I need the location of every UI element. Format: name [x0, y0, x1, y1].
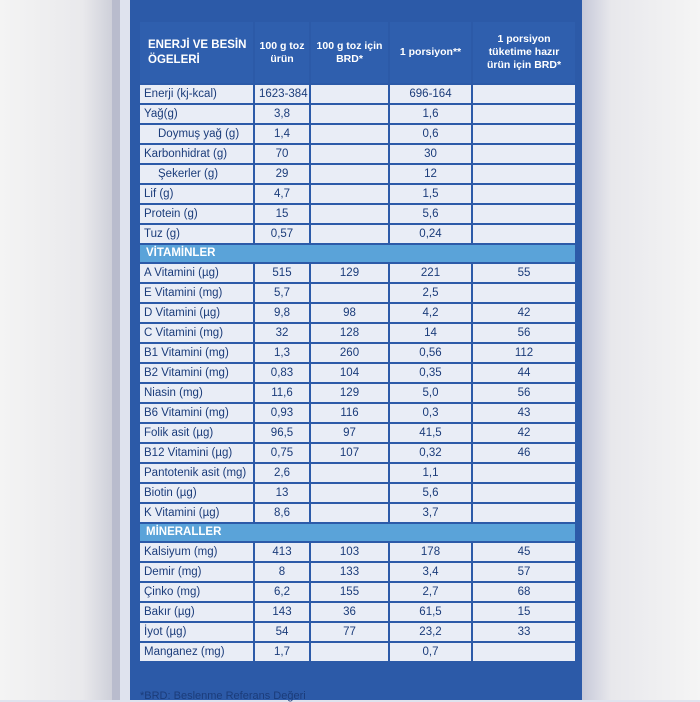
value-cell-brd100: [310, 204, 389, 224]
value-cell-portion: 2,5: [389, 283, 472, 303]
package-edge-right: [582, 0, 700, 700]
value-cell-v100: 8,6: [254, 503, 310, 523]
value-cell-portion: 41,5: [389, 423, 472, 443]
value-cell-v100: 54: [254, 622, 310, 642]
nutrition-table: [138, 20, 577, 663]
header-portion: 1 porsiyon**: [389, 21, 472, 84]
value-cell-brd100: [310, 84, 389, 104]
nutrient-label: Tuz (g): [139, 224, 254, 244]
value-cell-portion-brd: 112: [472, 343, 576, 363]
value-cell-portion-brd: 56: [472, 383, 576, 403]
table-row: [139, 84, 576, 104]
value-cell-v100: 5,7: [254, 283, 310, 303]
value-cell-portion-brd: [472, 144, 576, 164]
value-cell-portion-brd: 46: [472, 443, 576, 463]
value-cell-portion-brd: [472, 124, 576, 144]
value-cell-v100: 6,2: [254, 582, 310, 602]
nutrient-label: E Vitamini (mg): [139, 283, 254, 303]
value-cell-portion: 4,2: [389, 303, 472, 323]
table-row: [139, 104, 576, 124]
value-cell-portion: 0,56: [389, 343, 472, 363]
value-cell-portion: 2,7: [389, 582, 472, 602]
package-edge-stripe: [112, 0, 120, 700]
value-cell-portion-brd: 15: [472, 602, 576, 622]
table-row: [139, 144, 576, 164]
table-row: [139, 562, 576, 582]
value-cell-v100: 515: [254, 263, 310, 283]
value-cell-brd100: [310, 224, 389, 244]
value-cell-v100: 11,6: [254, 383, 310, 403]
header-nutrient: ENERJİ VE BESİN ÖGELERİ: [139, 21, 254, 84]
table-row: [139, 283, 576, 303]
nutrient-label: B1 Vitamini (mg): [139, 343, 254, 363]
nutrient-label: Şekerler (g): [139, 164, 254, 184]
nutrient-label: Folik asit (µg): [139, 423, 254, 443]
table-row: [139, 323, 576, 343]
value-cell-v100: 0,75: [254, 443, 310, 463]
nutrient-label: Demir (mg): [139, 562, 254, 582]
value-cell-portion-brd: [472, 224, 576, 244]
nutrient-label: Pantotenik asit (mg): [139, 463, 254, 483]
nutrient-label: İyot (µg): [139, 622, 254, 642]
nutrient-label: Protein (g): [139, 204, 254, 224]
value-cell-v100: 143: [254, 602, 310, 622]
table-header-row: [139, 21, 576, 84]
value-cell-portion-brd: 33: [472, 622, 576, 642]
value-cell-portion-brd: 57: [472, 562, 576, 582]
nutrient-label: Doymuş yağ (g): [139, 124, 254, 144]
nutrient-label: B6 Vitamini (mg): [139, 403, 254, 423]
nutrient-label: K Vitamini (µg): [139, 503, 254, 523]
value-cell-v100: 8: [254, 562, 310, 582]
value-cell-v100: 1623-384: [254, 84, 310, 104]
value-cell-portion: 30: [389, 144, 472, 164]
value-cell-brd100: 107: [310, 443, 389, 463]
value-cell-portion-brd: [472, 283, 576, 303]
table-row: [139, 423, 576, 443]
value-cell-portion: 1,1: [389, 463, 472, 483]
value-cell-brd100: 97: [310, 423, 389, 443]
table-row: [139, 582, 576, 602]
value-cell-brd100: 133: [310, 562, 389, 582]
value-cell-brd100: 98: [310, 303, 389, 323]
value-cell-brd100: [310, 642, 389, 662]
value-cell-v100: 2,6: [254, 463, 310, 483]
table-row: [139, 463, 576, 483]
table-row: [139, 204, 576, 224]
value-cell-brd100: 77: [310, 622, 389, 642]
nutrient-label: Manganez (mg): [139, 642, 254, 662]
value-cell-portion-brd: [472, 204, 576, 224]
value-cell-brd100: [310, 503, 389, 523]
value-cell-portion-brd: 42: [472, 423, 576, 443]
nutrient-label: Biotin (µg): [139, 483, 254, 503]
value-cell-portion-brd: 68: [472, 582, 576, 602]
value-cell-v100: 29: [254, 164, 310, 184]
value-cell-portion: 61,5: [389, 602, 472, 622]
value-cell-v100: 1,7: [254, 642, 310, 662]
value-cell-v100: 0,83: [254, 363, 310, 383]
value-cell-brd100: [310, 144, 389, 164]
value-cell-portion: 0,3: [389, 403, 472, 423]
table-row: [139, 642, 576, 662]
value-cell-brd100: [310, 124, 389, 144]
value-cell-portion-brd: 42: [472, 303, 576, 323]
nutrient-label: Çinko (mg): [139, 582, 254, 602]
nutrient-label: Yağ(g): [139, 104, 254, 124]
value-cell-portion: 5,6: [389, 483, 472, 503]
value-cell-v100: 4,7: [254, 184, 310, 204]
nutrient-label: Bakır (µg): [139, 602, 254, 622]
table-row: [139, 263, 576, 283]
value-cell-portion: 696-164: [389, 84, 472, 104]
table-row: [139, 443, 576, 463]
vitamins-section-title: VİTAMİNLER: [139, 244, 576, 263]
nutrient-label: B2 Vitamini (mg): [139, 363, 254, 383]
nutrient-label: C Vitamini (mg): [139, 323, 254, 343]
table-row: [139, 542, 576, 562]
value-cell-portion: 23,2: [389, 622, 472, 642]
value-cell-portion-brd: 56: [472, 323, 576, 343]
value-cell-portion: 178: [389, 542, 472, 562]
value-cell-v100: 9,8: [254, 303, 310, 323]
table-row: [139, 303, 576, 323]
nutrient-label: A Vitamini (µg): [139, 263, 254, 283]
table-row: [139, 124, 576, 144]
value-cell-brd100: [310, 483, 389, 503]
nutrient-label: Niasin (mg): [139, 383, 254, 403]
value-cell-portion: 3,7: [389, 503, 472, 523]
value-cell-portion: 14: [389, 323, 472, 343]
value-cell-v100: 15: [254, 204, 310, 224]
value-cell-portion-brd: 45: [472, 542, 576, 562]
header-brd-100g: 100 g toz için BRD*: [310, 21, 389, 84]
table-row: [139, 503, 576, 523]
value-cell-portion-brd: [472, 463, 576, 483]
value-cell-portion: 0,7: [389, 642, 472, 662]
header-per-100g: 100 g toz ürün: [254, 21, 310, 84]
nutrient-label: Enerji (kj-kcal): [139, 84, 254, 104]
value-cell-portion: 3,4: [389, 562, 472, 582]
minerals-section-title: MİNERALLER: [139, 523, 576, 542]
value-cell-portion: 5,0: [389, 383, 472, 403]
value-cell-portion: 0,35: [389, 363, 472, 383]
value-cell-portion: 1,5: [389, 184, 472, 204]
table-row: [139, 224, 576, 244]
value-cell-v100: 13: [254, 483, 310, 503]
value-cell-portion-brd: 43: [472, 403, 576, 423]
value-cell-v100: 413: [254, 542, 310, 562]
nutrient-label: Karbonhidrat (g): [139, 144, 254, 164]
value-cell-portion-brd: [472, 104, 576, 124]
nutrient-label: Kalsiyum (mg): [139, 542, 254, 562]
value-cell-brd100: [310, 463, 389, 483]
value-cell-brd100: 260: [310, 343, 389, 363]
value-cell-portion-brd: [472, 642, 576, 662]
vitamins-section-row: [139, 244, 576, 263]
value-cell-v100: 32: [254, 323, 310, 343]
value-cell-portion-brd: [472, 164, 576, 184]
value-cell-portion: 1,6: [389, 104, 472, 124]
value-cell-brd100: [310, 283, 389, 303]
nutrient-label: B12 Vitamini (µg): [139, 443, 254, 463]
value-cell-v100: 0,57: [254, 224, 310, 244]
value-cell-v100: 3,8: [254, 104, 310, 124]
value-cell-brd100: 36: [310, 602, 389, 622]
nutrient-label: D Vitamini (µg): [139, 303, 254, 323]
value-cell-portion: 0,6: [389, 124, 472, 144]
value-cell-v100: 96,5: [254, 423, 310, 443]
table-row: [139, 343, 576, 363]
value-cell-portion-brd: [472, 84, 576, 104]
value-cell-v100: 1,4: [254, 124, 310, 144]
value-cell-portion-brd: [472, 503, 576, 523]
header-portion-brd: 1 porsiyon tüketime hazır ürün için BRD*: [472, 21, 576, 84]
value-cell-portion-brd: 55: [472, 263, 576, 283]
table-row: [139, 164, 576, 184]
value-cell-portion: 0,24: [389, 224, 472, 244]
value-cell-portion-brd: 44: [472, 363, 576, 383]
value-cell-brd100: 104: [310, 363, 389, 383]
package-edge-left: [0, 0, 118, 700]
table-row: [139, 602, 576, 622]
nutrient-label: Lif (g): [139, 184, 254, 204]
table-row: [139, 622, 576, 642]
value-cell-brd100: [310, 104, 389, 124]
value-cell-portion: 5,6: [389, 204, 472, 224]
value-cell-brd100: 155: [310, 582, 389, 602]
minerals-section-row: [139, 523, 576, 542]
footnote: *BRD: Beslenme Referans Değeri: [140, 690, 306, 702]
value-cell-portion: 221: [389, 263, 472, 283]
value-cell-brd100: 128: [310, 323, 389, 343]
value-cell-portion-brd: [472, 483, 576, 503]
value-cell-portion: 0,32: [389, 443, 472, 463]
value-cell-brd100: 129: [310, 383, 389, 403]
table-row: [139, 483, 576, 503]
value-cell-brd100: 129: [310, 263, 389, 283]
value-cell-brd100: [310, 164, 389, 184]
value-cell-v100: 1,3: [254, 343, 310, 363]
table-row: [139, 184, 576, 204]
value-cell-portion-brd: [472, 184, 576, 204]
value-cell-brd100: 116: [310, 403, 389, 423]
table-row: [139, 383, 576, 403]
value-cell-v100: 0,93: [254, 403, 310, 423]
value-cell-v100: 70: [254, 144, 310, 164]
value-cell-portion: 12: [389, 164, 472, 184]
table-row: [139, 363, 576, 383]
value-cell-brd100: 103: [310, 542, 389, 562]
table-row: [139, 403, 576, 423]
value-cell-brd100: [310, 184, 389, 204]
